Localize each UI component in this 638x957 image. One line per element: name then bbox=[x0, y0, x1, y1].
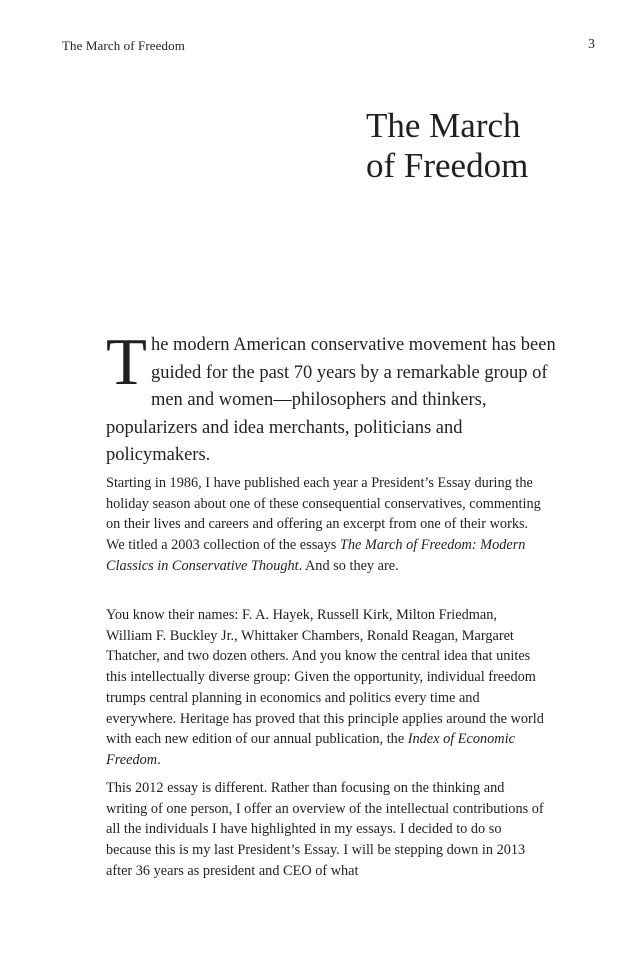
drop-cap: T bbox=[106, 325, 147, 399]
chapter-title bbox=[366, 106, 606, 186]
body-paragraph-1 bbox=[106, 473, 546, 577]
chapter-title-line-1: The March bbox=[366, 106, 521, 145]
lead-paragraph bbox=[106, 325, 566, 470]
paragraph-2-text-end: . bbox=[157, 751, 161, 768]
running-header: The March of Freedom bbox=[62, 38, 185, 53]
body-paragraph-3: This 2012 essay is different. Rather than focusing on the thinking and writing of one person, I offer an overview of the intellectual contributions of all the individuals I have highlighted in my essays. I decided to do so because this is my last President’s Essay. I will be stepping down in 2013 after 36 years as president and CEO of what bbox=[106, 780, 544, 879]
book-title-italic: The March of Freedom: Modern Classics in Conservative Thought bbox=[106, 537, 526, 574]
paragraph-1-text-start: Starting in 1986, I have published each year a President’s Essay during the holiday season about one of these consequential conservatives, commenting on their lives and careers and offering an excerpt from one of their works. We titled a 2003 collection of the essays bbox=[106, 475, 541, 554]
page-number: 3 bbox=[588, 37, 595, 52]
lead-text: he modern American conservative movement has been guided for the past 70 years by a remarkable group of men and women—philosophers and thinkers, popularizers and idea merchants, politicians and policymakers. bbox=[106, 335, 556, 465]
chapter-title-line-2: of Freedom bbox=[366, 146, 529, 185]
paragraph-2-text-start: You know their names: F. A. Hayek, Russell Kirk, Milton Friedman, William F. Buckley Jr., Whittaker Chambers, Ronald Reagan, Margaret Thatcher, and two dozen others. And you know the central idea that unites this intellectually diverse group: Given the opportunity, individual freedom trumps central planning in economics and politics every time and everywhere. Heritage has proved that this principle applies around the world with each new edition of our annual publication, the bbox=[106, 607, 544, 748]
body-paragraph-2 bbox=[106, 605, 546, 771]
publication-title-italic: Index of Economic Freedom bbox=[106, 731, 515, 768]
paragraph-1-text-end: . And so they are. bbox=[298, 557, 399, 574]
